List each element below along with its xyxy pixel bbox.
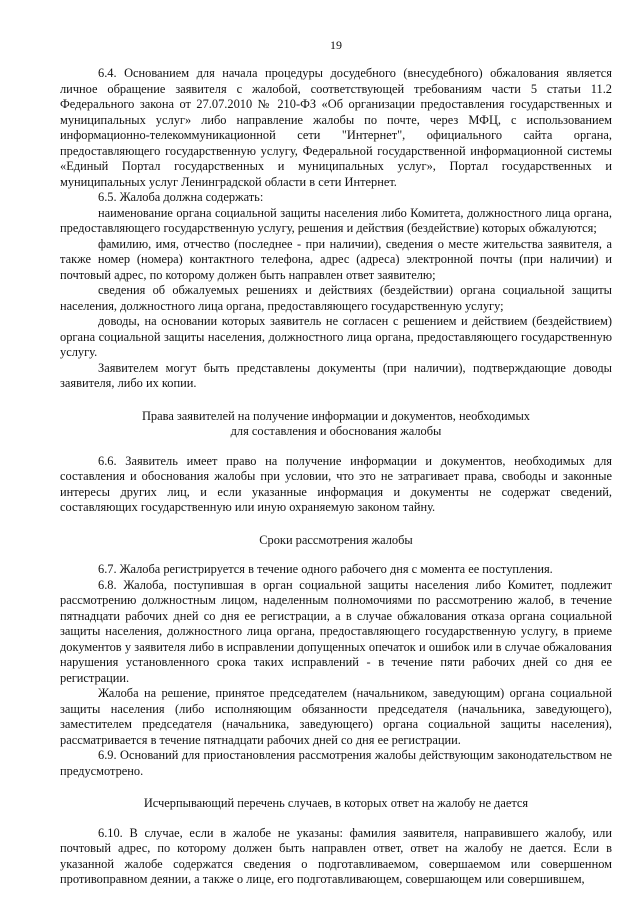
paragraph-6-6: 6.6. Заявитель имеет право на получение информации и документов, необходимых для составления и обоснования жалобы при условии, что это не затрагивает права, свободы и законные интересы других лиц, и если указанные информация и документы не содержат сведений, составляющих государственную или иную охраняемую законом тайну.: [60, 453, 612, 514]
paragraph-6-7: 6.7. Жалоба регистрируется в течение одного рабочего дня с момента ее поступления.: [98, 562, 553, 576]
section-heading-rights: [60, 409, 612, 440]
section-heading-rights-line1: Права заявителей на получение информации и документов, необходимых: [141, 408, 530, 423]
complaint-item-arguments: доводы, на основании которых заявитель не согласен с решением и действием (бездействием) органа социальной защиты населения, должностного лица органа, предоставляющего государственную услугу.: [60, 314, 612, 359]
paragraph-6-10: 6.10. В случае, если в жалобе не указаны: фамилия заявителя, направившего жалобу, или почтовый адрес, по которому должен быть направлен ответ, ответ на жалобу не дается. Если в указанной жалобе содержатся сведения о подготавливаемом, совершаемом или совершенном противоправном деянии, а также о лице, его подготавливающем, совершающем или совершившем,: [60, 825, 612, 886]
section-heading-terms: Сроки рассмотрения жалобы: [259, 532, 413, 547]
complaint-item-applicant-details: фамилию, имя, отчество (последнее - при наличии), сведения о месте жительства заявителя, а также номер (номера) контактного телефона, адрес (адреса) электронной почты (при наличии) и почтовый адрес, по которому должен быть направлен ответ заявителю;: [60, 236, 612, 282]
paragraph-6-4: 6.4. Основанием для начала процедуры досудебного (внесудебного) обжалования является личное обращение заявителя с жалобой, соответствующей требованиям части 5 статьи 11.2 Федерального закона от 27.07.2010 № 210-ФЗ «Об организации предоставления государственных и муниципальных услуг» либо направление жалобы по почте, через МФЦ, с использованием информационно-телекоммуникационной сети "Интернет", официального сайта органа, предоставляющего государственную услугу, Федеральной государственной информационной системы «Единый Портал государственных и муниципальных услуг», Портал государственных и муниципальных услуг Ленинградской области в сети Интернет.: [60, 66, 612, 189]
complaint-item-decisions: сведения об обжалуемых решениях и действиях (бездействии) органа социальной защиты населения, должностного лица органа, предоставляющего государственную услугу;: [60, 283, 612, 313]
section-heading-terms-block: [60, 533, 612, 549]
paragraph-6-8: 6.8. Жалоба, поступившая в орган социальной защиты населения либо Комитет, подлежит рассмотрению должностным лицом, наделенным полномочиями по рассмотрению жалоб, в течение пятнадцати рабочих дней со дня ее регистрации, а в случае обжалования отказа органа социальной защиты населения, должностного лица органа, предоставляющего государственную услугу, в приеме документов у заявителя либо в исправлении допущенных опечаток и ошибок или в случае обжалования нарушения установленного срока таких исправлений - в течение пяти рабочих дней со дня ее регистрации.: [60, 577, 612, 685]
section-heading-exhaustive: Исчерпывающий перечень случаев, в которых ответ на жалобу не дается: [143, 796, 529, 810]
paragraph-6-9: 6.9. Оснований для приостановления рассмотрения жалобы действующим законодательством не предусмотрено.: [60, 748, 612, 778]
paragraph-6-8-cont: Жалоба на решение, принятое председателем (начальником, заведующим) органа социальной защиты населения (либо исполняющим обязанности председателя (начальника, заведующего), заместителем председателя (начальника, заведующего) органа социальной защиты населения), рассматривается в течение пятнадцати рабочих дней со дня ее регистрации.: [60, 686, 612, 747]
section-heading-exhaustive-block: [60, 796, 612, 812]
complaint-item-authority: наименование органа социальной защиты населения либо Комитета, должностного лица органа, предоставляющего государственную услугу, решения и действия (бездействие) которых обжалуются;: [60, 205, 612, 235]
page-number: 19: [330, 38, 342, 52]
section-heading-rights-line2: для составления и обоснования жалобы: [230, 424, 442, 438]
paragraph-6-5: 6.5. Жалоба должна содержать:: [98, 190, 264, 204]
document-page: [60, 0, 612, 888]
complaint-item-documents: Заявителем могут быть представлены документы (при наличии), подтверждающие доводы заявителя, либо их копии.: [60, 360, 612, 390]
